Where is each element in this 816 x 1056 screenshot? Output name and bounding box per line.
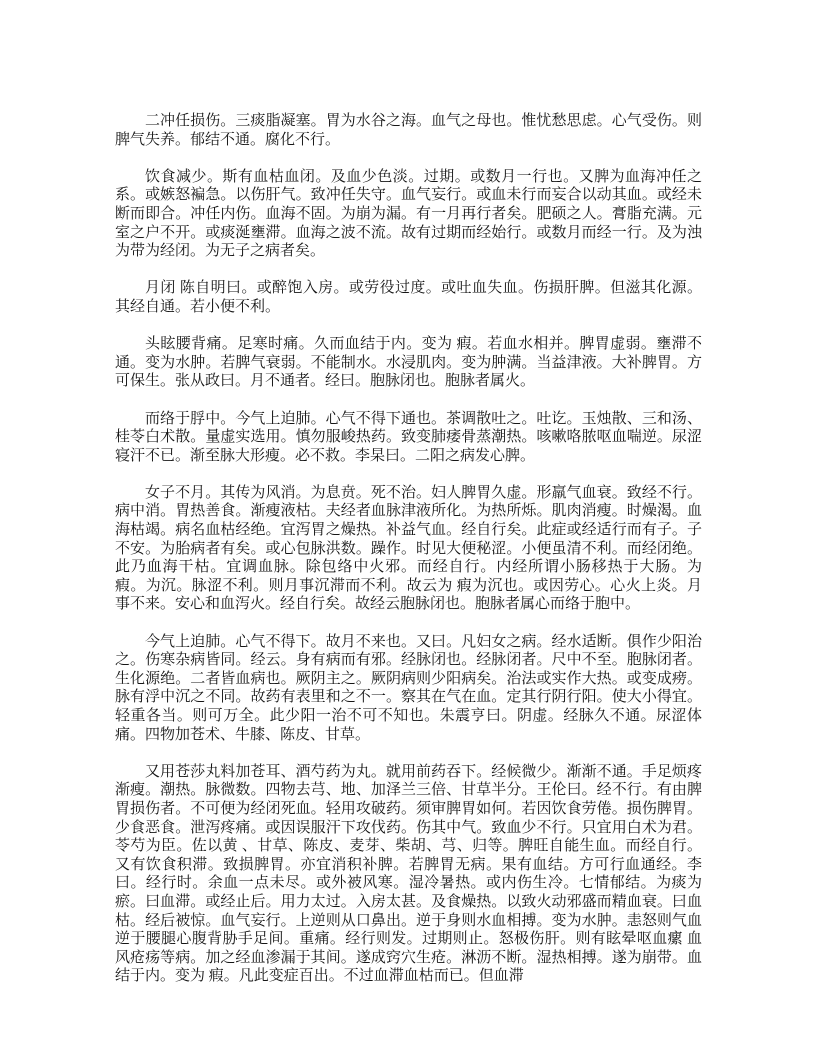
- paragraph-8: 又用苍莎丸料加苍耳、酒芍药为丸。就用前药吞下。经候微少。渐渐不通。手足烦疼渐瘦。潮热。脉微数。四物去芎、地、加泽兰三倍、甘草半分。王伦曰。经不行。有由脾胃损伤者。不可便为经闭死血。轻用攻破药。须审脾胃如何。若因饮食劳倦。损伤脾胃。少食恶食。泄泻疼痛。或因误服汗下攻伐药。伤其中气。致血少不行。只宜用白术为君。苓芍为臣。佐以黄 、甘草、陈皮、麦芽、柴胡、芎、归等。脾旺自能生血。而经自行。又有饮食积滞。致损脾胃。亦宜消积补脾。若脾胃无病。果有血结。方可行血通经。李 曰。经行时。余血一点未尽。或外被风寒。湿冷暑热。或内伤生冷。七情郁结。为痰为瘀。曰血滞。或经止后。用力太过。入房太甚。及食燥热。以致火动邪盛而精血衰。曰血枯。经后被惊。血气妄行。上逆则从口鼻出。逆于身则水血相搏。变为水肿。恚怒则气血逆于腰腿心腹背胁手足间。重痛。经行则发。过期则止。怒极伤肝。则有眩晕呕血瘰 血风疮疡等病。加之经血渗漏于其间。遂成窍穴生疮。淋沥不断。湿热相搏。遂为崩带。血结于内。变为 瘕。凡此变症百出。不过血滞血枯而已。但血滞: [115, 763, 702, 985]
- paragraph-1: 二冲任损伤。三痰脂凝塞。胃为水谷之海。血气之母也。惟忧愁思虑。心气受伤。则脾气失养。郁结不通。腐化不行。: [115, 113, 702, 148]
- paragraph-7: 今气上迫肺。心气不得下。故月不来也。又曰。凡妇女之病。经水适断。俱作少阳治之。伤寒杂病皆同。经云。身有病而有邪。经脉闭也。经脉闭者。尺中不至。胞脉闭者。生化源绝。二者皆血病也。厥阴主之。厥阴病则少阳病矣。治法或实作大热。或变成痨。脉有浮中沉之不同。故药有表里和之不一。察其在气在血。定其行阴行阳。使大小得宜。轻重各当。则可万全。此少阳一治不可不知也。朱震亨曰。阴虚。经脉久不通。尿涩体痛。四物加苍术、牛膝、陈皮、甘草。: [115, 633, 702, 743]
- paragraph-3-yuebi-section: 月闭 陈自明曰。或醉饱入房。或劳役过度。或吐血失血。伤损肝脾。但滋其化源。其经自通。若小便不利。: [115, 280, 702, 315]
- paragraph-2: 饮食减少。斯有血枯血闭。及血少色淡。过期。或数月一行也。又脾为血海冲任之系。或嫉怒褊急。以伤肝气。致冲任失守。血气妄行。或血未行而妄合以动其血。或经未断而即合。冲任内伤。血海不固。为崩为漏。有一月再行者矣。肥硕之人。膏脂充满。元室之户不开。或痰涎壅滞。血海之波不流。故有过期而经始行。或数月而经一行。及为浊为带为经闭。为无子之病者矣。: [115, 168, 702, 260]
- paragraph-4: 头眩腰背痛。足寒时痛。久而血结于内。变为 瘕。若血水相并。脾胃虚弱。壅滞不通。变为水肿。若脾气衰弱。不能制水。水浸肌肉。变为肿满。当益津液。大补脾胃。方可保生。张从政曰。月不通者。经曰。胞脉闭也。胞脉者属火。: [115, 336, 702, 390]
- paragraph-6: 女子不月。其传为风消。为息贲。死不治。妇人脾胃久虚。形羸气血衰。致经不行。病中消。胃热善食。渐瘦液枯。夫经者血脉津液所化。为热所烁。肌肉消瘦。时燥渴。血海枯竭。病名血枯经绝。宜泻胃之燥热。补益气血。经自行矣。此症或经适行而有子。子不安。为胎病者有矣。或心包脉洪数。躁作。时见大便秘涩。小便虽清不利。而经闭绝。此乃血海干枯。宜调血脉。除包络中火邪。而经自行。内经所谓小肠移热于大肠。为 瘕。为沉。脉涩不利。则月事沉滞而不利。故云为 瘕为沉也。或因劳心。心火上炎。月事不来。安心和血泻火。经自行矣。故经云胞脉闭也。胞脉者属心而络于胞中。: [115, 484, 702, 613]
- paragraph-5: 而络于脬中。今气上迫肺。心气不得下通也。茶调散吐之。吐讫。玉烛散、三和汤、桂苓白术散。量虚实选用。慎勿服峻热药。致变肺痿骨蒸潮热。咳嗽咯脓呕血喘逆。尿涩寝汗不已。渐至脉大形瘦。必不救。李杲曰。二阳之病发心脾。: [115, 410, 702, 464]
